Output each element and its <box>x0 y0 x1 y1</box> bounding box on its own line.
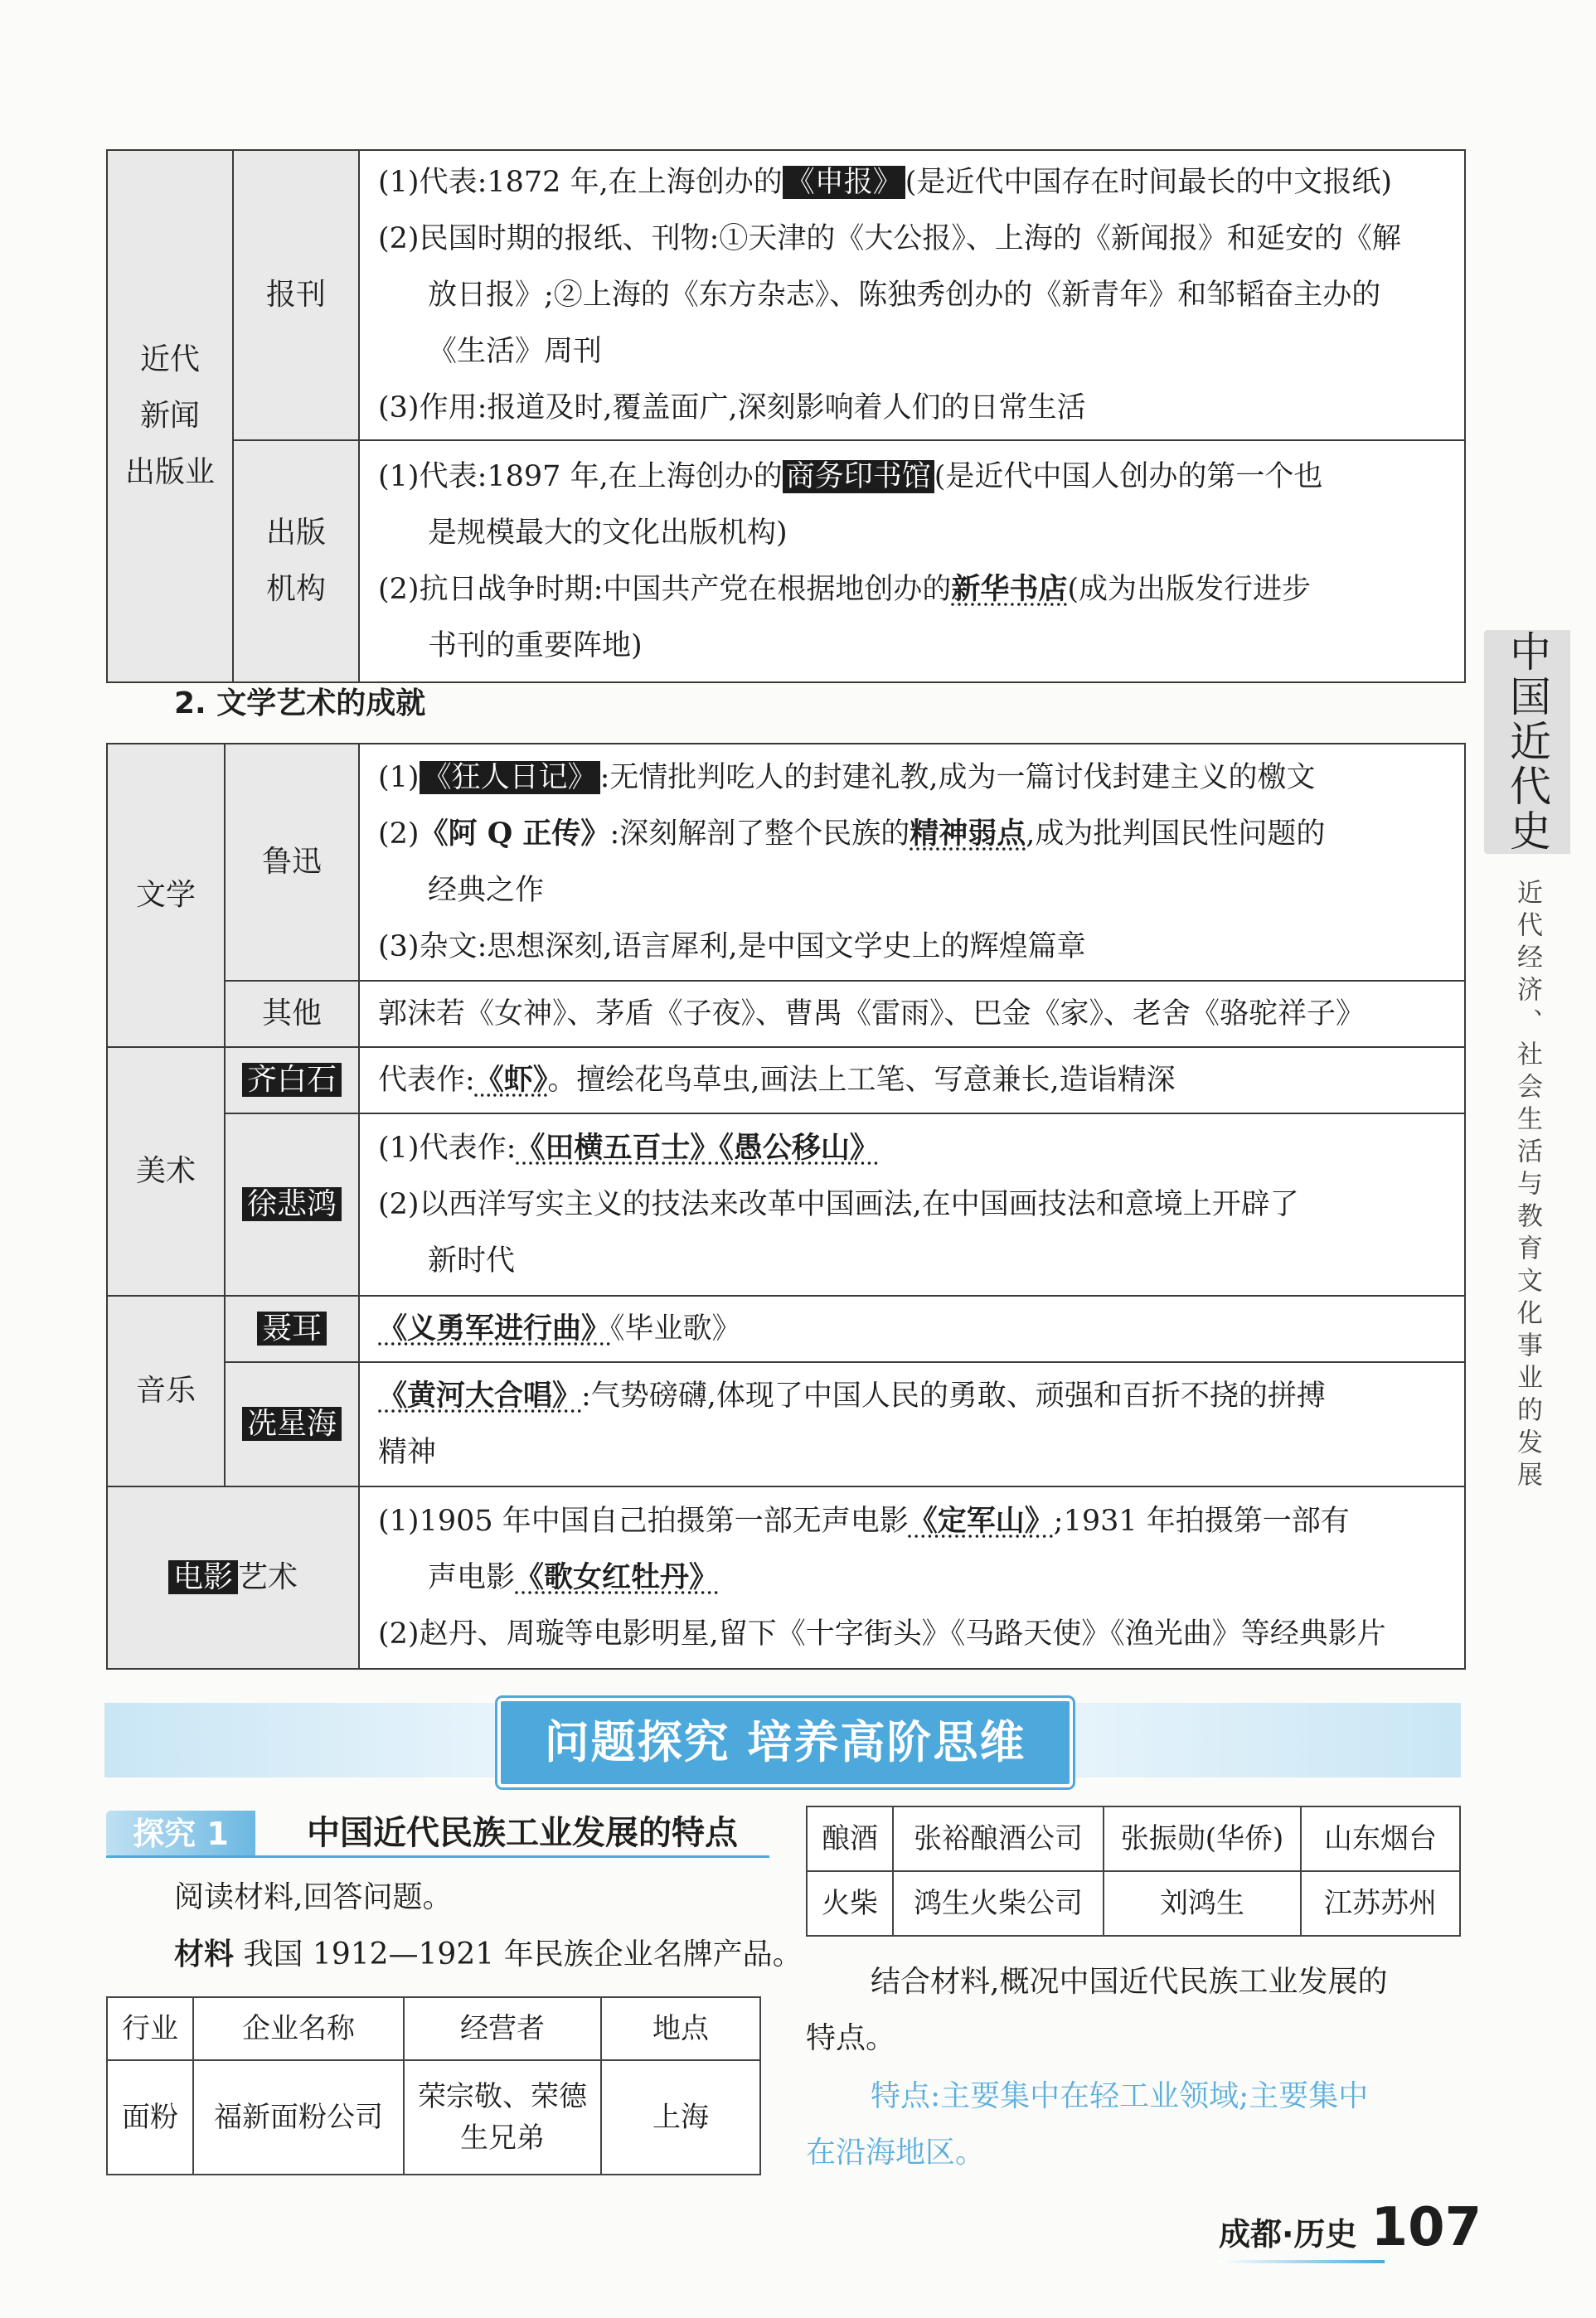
sub-qibaishi <box>225 1047 359 1113</box>
side-subtitle: 近代经济、社会生活与教育文化事业的发展 <box>1512 879 1542 1493</box>
content-line: 《义勇军进行曲》《毕业歌》 <box>378 1312 741 1346</box>
luxun-content <box>359 744 1465 981</box>
explore-title: 中国近代民族工业发展的特点 <box>307 1814 738 1852</box>
content-line: 代表作:《虾》。擅绘花鸟草虫,画法上工笔、写意兼长,造诣精深 <box>378 1063 1176 1097</box>
table-cell: 火柴 <box>807 1871 893 1936</box>
category-line: 出版业 <box>124 455 215 489</box>
newspapers-content <box>359 150 1465 440</box>
category-music: 音乐 <box>107 1296 225 1486</box>
category-art: 美术 <box>107 1047 225 1296</box>
press-table <box>106 149 1466 683</box>
content-line: (1)代表作:《田横五百士》《愚公移山》 <box>378 1131 879 1165</box>
category-line: 近代 <box>139 342 200 376</box>
table-header-row <box>107 1997 760 2060</box>
explore-label: 探究 1 <box>106 1811 255 1857</box>
tag-film: 电影 <box>168 1560 238 1594</box>
material-label: 材料 <box>174 1937 235 1971</box>
table-cell: 酿酒 <box>807 1806 893 1871</box>
banner-title: 问题探究 培养高阶思维 <box>497 1698 1073 1787</box>
question-line: 结合材料,概况中国近代民族工业发展的 <box>871 1965 1388 1999</box>
table-cell: 面粉 <box>107 2060 193 2175</box>
footer-city: 成都 <box>1219 2216 1283 2253</box>
footer-subject: 历史 <box>1293 2216 1357 2253</box>
tag-nieer: 聂耳 <box>257 1312 327 1346</box>
emphasis-ahq: 《阿 Q 正传》 <box>419 817 610 851</box>
header-cell: 行业 <box>107 1997 193 2060</box>
xianxinghai-content <box>359 1362 1465 1486</box>
table-cell: 荣宗敬、荣德生兄弟 <box>404 2060 601 2175</box>
tag-xianxinghai: 冼星海 <box>242 1407 342 1441</box>
header-cell: 地点 <box>601 1997 760 2060</box>
content-line: (1)1905 年中国自己拍摄第一部无声电影《定军山》;1931 年拍摄第一部有 <box>378 1504 1350 1538</box>
emphasis-xia: 《虾》 <box>474 1063 548 1097</box>
content-line: (3)杂文:思想深刻,语言犀利,是中国文学史上的辉煌篇章 <box>378 930 1086 963</box>
section-title: 2. 文学艺术的成就 <box>174 686 426 720</box>
footer-underline <box>1219 2260 1385 2263</box>
table-row <box>807 1806 1460 1871</box>
content-line: (2)《阿 Q 正传》:深刻解剖了整个民族的精神弱点,成为批判国民性问题的 <box>378 817 1326 851</box>
other-content <box>359 981 1465 1047</box>
emphasis-anthem: 《义勇军进行曲》 <box>378 1312 611 1346</box>
material-text: 我国 1912—1921 年民族企业名牌产品。 <box>243 1937 803 1971</box>
emphasis-dingjunshan: 《定军山》 <box>908 1504 1054 1538</box>
table-row <box>107 2060 760 2175</box>
sub-xianxinghai <box>225 1362 359 1486</box>
answer-line: 在沿海地区。 <box>806 2136 986 2170</box>
page-number: 107 <box>1370 2197 1482 2258</box>
question-line: 特点。 <box>806 2021 896 2055</box>
sub-label: 报刊 <box>265 278 326 312</box>
sub-publishers <box>233 440 359 682</box>
category-line: 新闻 <box>139 399 200 433</box>
content-line: 郭沫若《女神》、茅盾《子夜》、曹禺《雷雨》、巴金《家》、老舍《骆驼祥子》 <box>378 997 1366 1030</box>
table-cell: 刘鸿生 <box>1104 1871 1301 1936</box>
emphasis-xinhua: 新华书店 <box>951 572 1068 606</box>
content-line: 精神 <box>378 1436 437 1469</box>
sub-luxun: 鲁迅 <box>225 744 359 981</box>
xubeihong-content <box>359 1113 1465 1296</box>
arts-table <box>106 743 1466 1670</box>
category-film: 电影 艺术 <box>107 1486 359 1669</box>
table-cell: 福新面粉公司 <box>193 2060 404 2175</box>
explore-intro: 阅读材料,回答问题。 <box>174 1880 453 1914</box>
material-line <box>174 1927 803 1982</box>
header-cell: 企业名称 <box>193 1997 404 2060</box>
publishers-content <box>359 440 1465 682</box>
table-cell: 上海 <box>601 2060 760 2175</box>
content-line: 声电影《歌女红牡丹》 <box>428 1560 719 1594</box>
table-cell: 山东烟台 <box>1301 1806 1460 1871</box>
enterprise-table-left <box>106 1996 761 2175</box>
content-line: (2)赵丹、周璇等电影明星,留下《十字街头》《马路天使》《渔光曲》等经典影片 <box>378 1617 1386 1651</box>
tag-qibaishi: 齐白石 <box>242 1063 342 1097</box>
content-line: (3)作用:报道及时,覆盖面广,深刻影响着人们的日常生活 <box>378 391 1086 424</box>
enterprise-table-right <box>806 1806 1461 1937</box>
table-cell: 江苏苏州 <box>1301 1871 1460 1936</box>
content-line: 经典之作 <box>428 874 545 907</box>
table-row <box>807 1871 1460 1936</box>
answer-line: 特点:主要集中在轻工业领域;主要集中 <box>871 2079 1369 2113</box>
highlight-commercial-press: 商务印书馆 <box>783 460 934 493</box>
sub-nieer <box>225 1296 359 1362</box>
sub-xubeihong <box>225 1113 359 1296</box>
sub-other: 其他 <box>225 981 359 1047</box>
page-footer <box>1219 2197 1482 2263</box>
content-line: 书刊的重要阵地) <box>428 629 643 662</box>
content-line: (1) 《狂人日记》 :无情批判吃人的封建礼教,成为一篇讨伐封建主义的檄文 <box>378 761 1316 794</box>
table-cell: 鸿生火柴公司 <box>893 1871 1104 1936</box>
content-line: (2)以西洋写实主义的技法来改革中国画法,在中国画技法和意境上开辟了 <box>378 1188 1299 1221</box>
content-line: (1)代表:1872 年,在上海创办的 《申报》 (是近代中国存在时间最长的中文报纸) <box>378 166 1393 199</box>
table-cell: 张振勋(华侨) <box>1104 1806 1301 1871</box>
sub-label: 出版 <box>265 516 326 550</box>
highlight-shenbao: 《申报》 <box>783 166 905 199</box>
table-cell: 张裕酿酒公司 <box>893 1806 1104 1871</box>
content-line: 放日报》;②上海的《东方杂志》、陈独秀创办的《新青年》和邹韬奋主办的 <box>428 279 1381 312</box>
content-line: (1)代表:1897 年,在上海创办的 商务印书馆 (是近代中国人创办的第一个也 <box>378 460 1323 493</box>
highlight-kuangren: 《狂人日记》 <box>420 761 600 794</box>
sub-newspapers <box>233 150 359 440</box>
category-literature: 文学 <box>107 744 225 1047</box>
nieer-content <box>359 1296 1465 1362</box>
category-press <box>107 150 233 682</box>
qibaishi-content <box>359 1047 1465 1113</box>
content-line: (2)民国时期的报纸、刊物:①天津的《大公报》、上海的《新闻报》和延安的《解 <box>378 222 1401 255</box>
content-line: 新时代 <box>428 1244 516 1278</box>
content-line: 《生活》周刊 <box>428 335 603 368</box>
film-content <box>359 1486 1465 1669</box>
emphasis-weakness: 精神弱点 <box>910 817 1026 851</box>
content-line: 《黄河大合唱》:气势磅礴,体现了中国人民的勇敢、顽强和百折不挠的拼搏 <box>378 1379 1326 1413</box>
side-tab-chapter: 中国近代史 <box>1484 630 1570 854</box>
content-line: 是规模最大的文化出版机构) <box>428 516 788 550</box>
emphasis-yellow-river: 《黄河大合唱》 <box>378 1379 582 1413</box>
sub-label: 机构 <box>265 572 326 606</box>
content-line: (2)抗日战争时期:中国共产党在根据地创办的新华书店(成为出版发行进步 <box>378 572 1312 606</box>
emphasis-genü: 《歌女红牡丹》 <box>515 1560 719 1594</box>
header-cell: 经营者 <box>404 1997 601 2060</box>
emphasis-paintings: 《田横五百士》《愚公移山》 <box>516 1131 879 1165</box>
tag-xubeihong: 徐悲鸿 <box>242 1187 342 1221</box>
footer-dot: · <box>1282 2216 1294 2253</box>
